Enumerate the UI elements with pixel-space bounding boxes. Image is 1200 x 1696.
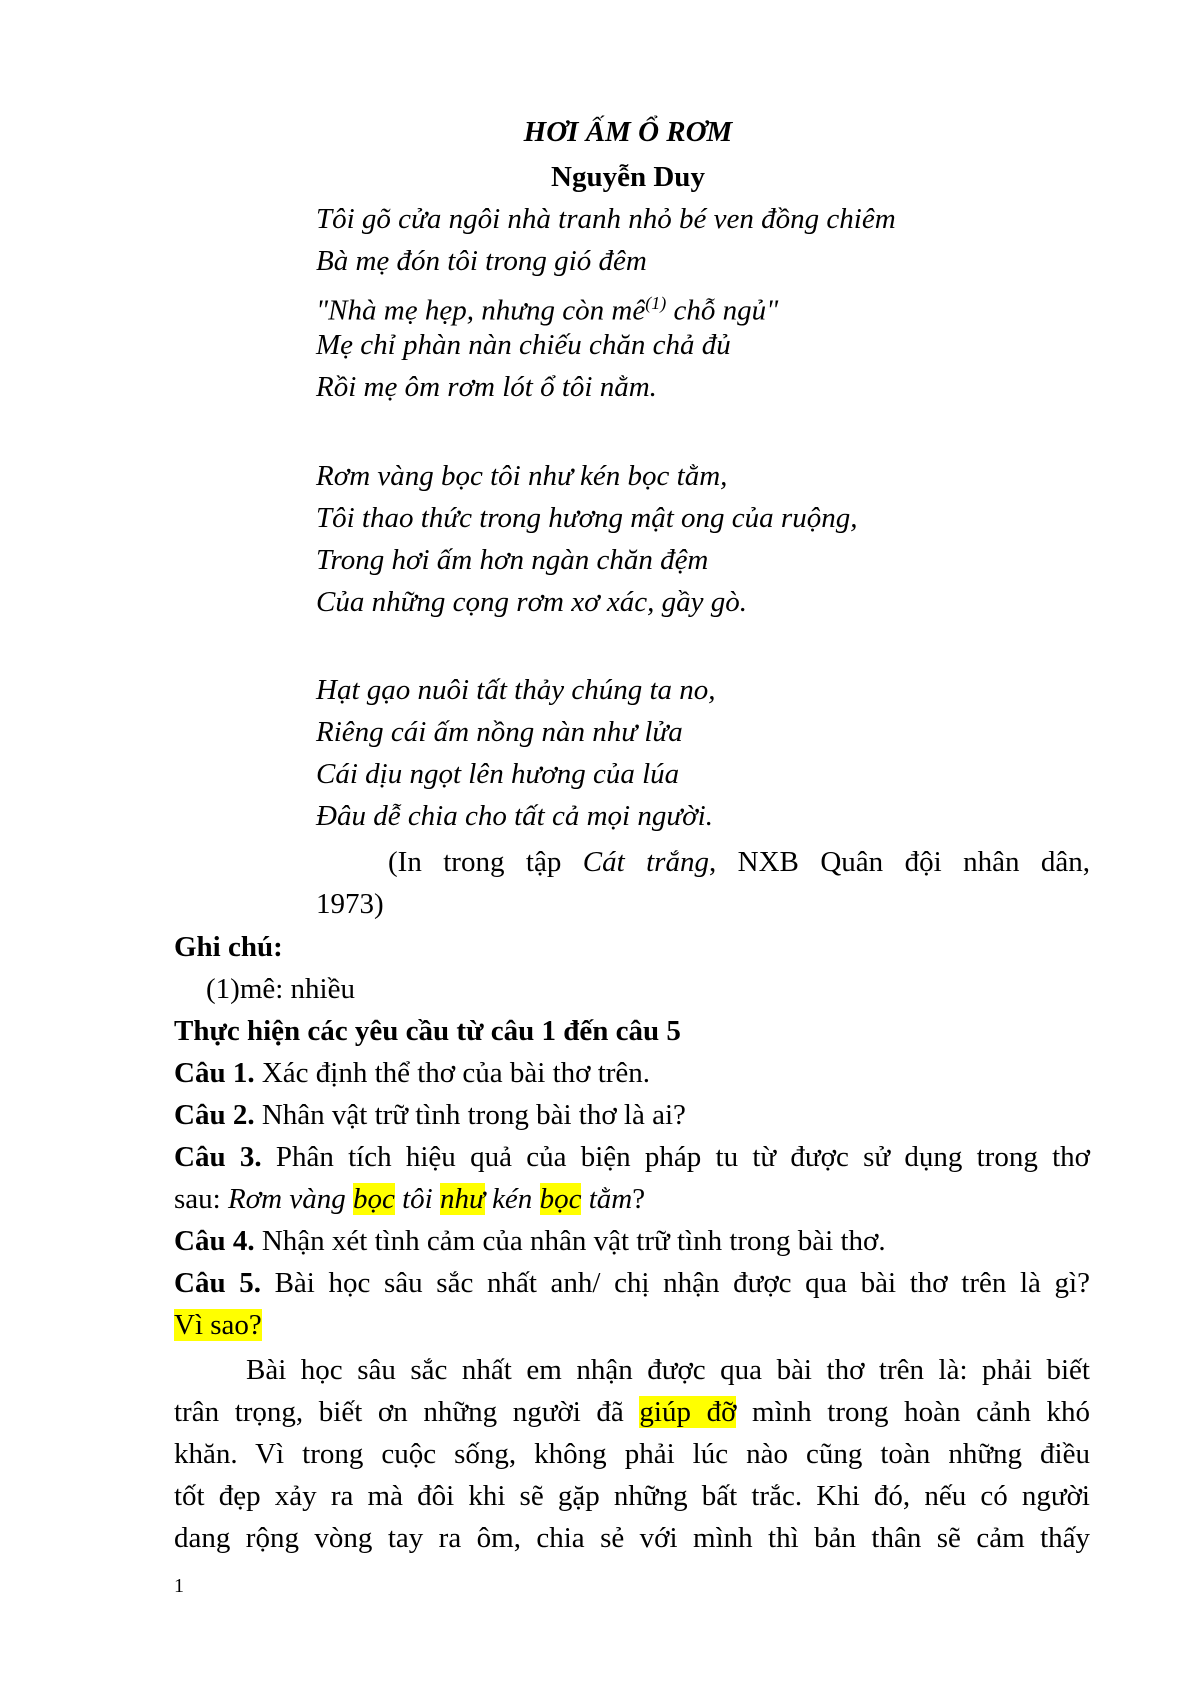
quote-text: tôi [394,1183,440,1215]
poem-source [316,841,1090,925]
question-4 [174,1220,1090,1262]
highlighted-text: Vì sao? [174,1309,262,1341]
question-label: Câu 2. [174,1099,255,1131]
question-5 [174,1262,1090,1304]
poem-line: Hạt gạo nuôi tất thảy chúng ta no, [316,674,716,706]
poem-line: Rơm vàng bọc tôi như kén bọc tằm, [316,460,728,492]
questions-heading: Thực hiện các yêu cầu từ câu 1 đến câu 5 [174,1015,681,1047]
poem-title: HƠI ẤM Ổ RƠM [523,116,733,148]
question-text: Phân tích hiệu quả của biện pháp tu từ được sử dụng trong thơ [261,1141,1090,1173]
poem-line: Đâu dễ chia cho tất cả mọi người. [316,800,713,832]
poem-line: Tôi gõ cửa ngôi nhà tranh nhỏ bé ven đồng chiêm [316,203,896,235]
notes-and-questions [174,926,1090,1346]
question-3-quote-line [174,1178,1090,1220]
question-label: Câu 5. [174,1267,261,1299]
quote-prefix: sau: [174,1183,228,1215]
answer-line: dang rộng vòng tay ra ôm, chia sẻ với mình thì bản thân sẽ cảm thấy [174,1522,1090,1554]
question-label: Câu 1. [174,1057,255,1089]
answer-line: khăn. Vì trong cuộc sống, không phải lúc nào cũng toàn những điều [174,1438,1090,1470]
question-5-line-2 [174,1304,1090,1346]
quote-text: kén [484,1183,540,1215]
poem-stanza-2 [316,455,857,623]
question-2 [174,1094,1090,1136]
notes-heading: Ghi chú: [174,931,283,963]
source-year: 1973) [316,888,384,920]
poem-line-text: "Nhà mẹ hẹp, nhưng còn mê [316,294,646,327]
poem-line: Trong hơi ấm hơn ngàn chăn đệm [316,544,709,576]
question-3 [174,1136,1090,1178]
quote-text: Rơm vàng [227,1183,353,1215]
question-label: Câu 4. [174,1225,255,1257]
answer-paragraph [174,1349,1090,1559]
highlighted-word: như [439,1183,485,1215]
question-text: Xác định thể thơ của bài thơ trên. [254,1057,651,1089]
poem-line: Bà mẹ đón tôi trong gió đêm [316,245,647,277]
highlighted-word: bọc [539,1183,582,1215]
poem-line: Mẹ chỉ phàn nàn chiếu chăn chả đủ [316,329,731,361]
question-text: Nhận xét tình cảm của nhân vật trữ tình trong bài thơ. [254,1225,886,1257]
source-book-title: Cát trắng [582,846,709,878]
note-item: (1)mê: nhiều [206,973,355,1005]
highlighted-text: giúp đỡ [639,1396,737,1428]
answer-line: tốt đẹp xảy ra mà đôi khi sẽ gặp những bất trắc. Khi đó, nếu có người [174,1480,1090,1512]
page-number: 1 [174,1575,184,1597]
source-line [316,841,1090,883]
source-prefix: (In trong tập [388,846,583,878]
poem-line: Riêng cái ấm nồng nàn như lửa [316,716,683,748]
quote-text: tằm [581,1183,633,1215]
poem-line-text: chỗ ngủ" [666,294,779,327]
question-label: Câu 3. [174,1141,262,1173]
footnote-marker: (1) [645,293,667,313]
poem-line: Rồi mẹ ôm rơm lót ổ tôi nằm. [316,371,657,403]
answer-line: Bài học sâu sắc nhất em nhận được qua bài thơ trên là: phải biết [246,1354,1090,1386]
poem-stanza-1 [316,198,896,408]
question-1 [174,1052,1090,1094]
question-text: Nhân vật trữ tình trong bài thơ là ai? [254,1099,686,1131]
poem-line: Cái dịu ngọt lên hương của lúa [316,758,680,790]
source-suffix: , NXB Quân đội nhân dân, [708,846,1090,878]
poem-stanza-3 [316,669,716,837]
poem-line [316,282,896,327]
quote-end: ? [632,1183,646,1215]
highlighted-word: bọc [352,1183,395,1215]
poem-author: Nguyễn Duy [551,161,705,193]
poem-line: Của những cọng rơm xơ xác, gầy gò. [316,586,747,618]
answer-text: mình trong hoàn cảnh khó [736,1396,1090,1428]
poem-line: Tôi thao thức trong hương mật ong của ruộng, [316,502,858,534]
answer-line [174,1391,1090,1433]
answer-text: trân trọng, biết ơn những người đã [174,1396,640,1428]
question-text: Bài học sâu sắc nhất anh/ chị nhận được qua bài thơ trên là gì? [260,1267,1090,1299]
